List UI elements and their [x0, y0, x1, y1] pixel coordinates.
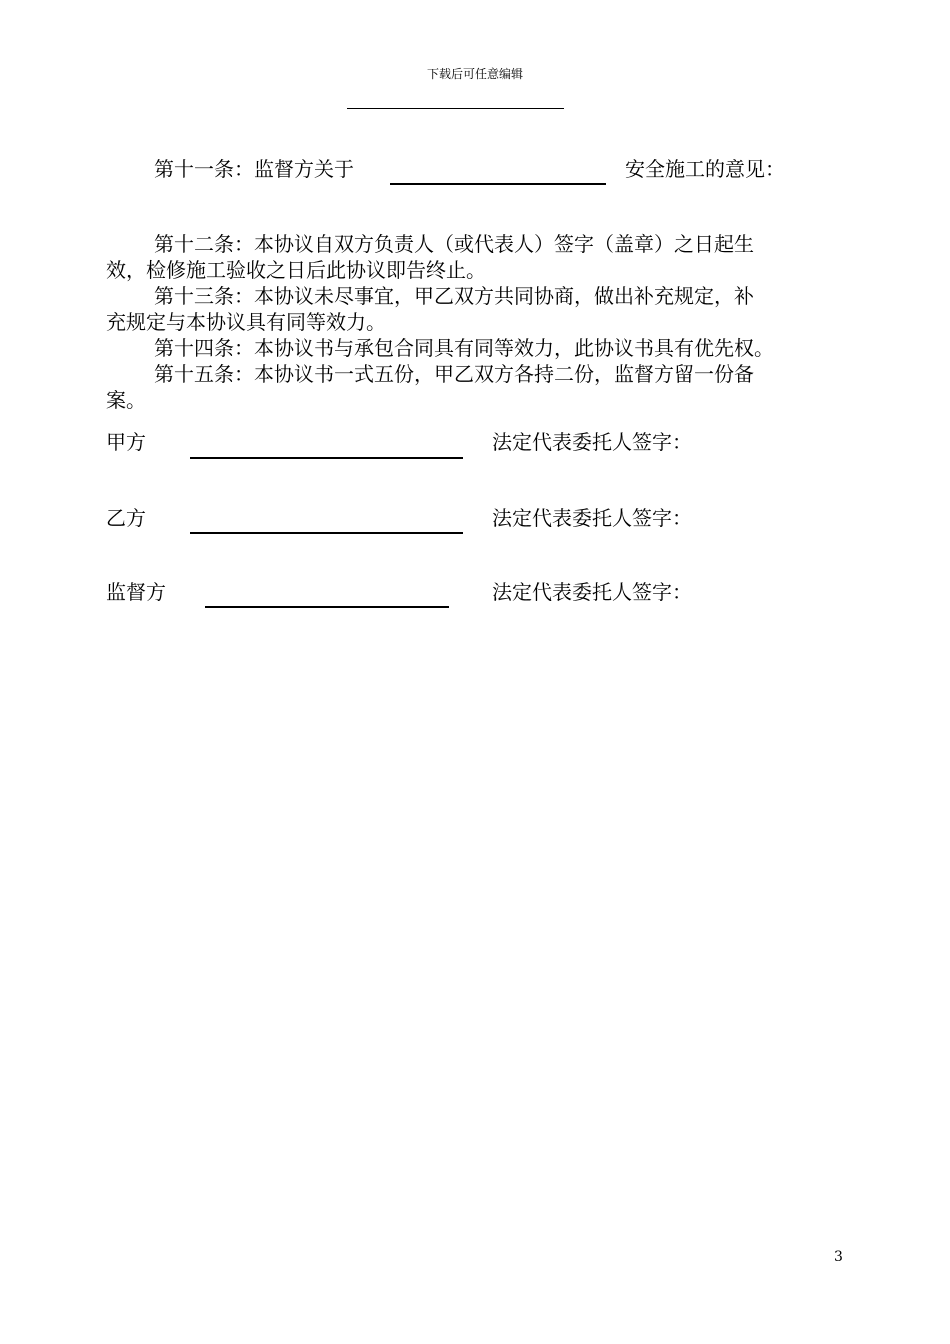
- clause-11-prefix: 第十一条：监督方关于: [154, 157, 354, 181]
- party-b-blank: [190, 532, 463, 534]
- party-a-label: 甲方: [106, 430, 146, 454]
- clause-15-line-2: 案。: [106, 388, 146, 412]
- party-a-sign-label: 法定代表委托人签字：: [492, 430, 692, 454]
- supervisor-label: 监督方: [106, 580, 166, 604]
- party-b-label: 乙方: [106, 506, 146, 530]
- clause-14-line-1: 第十四条：本协议书与承包合同具有同等效力，此协议书具有优先权。: [154, 336, 774, 360]
- header-note: 下载后可任意编辑: [426, 67, 523, 81]
- clause-13-line-1: 第十三条：本协议未尽事宜，甲乙双方共同协商，做出补充规定，补: [154, 284, 754, 308]
- party-a-blank: [190, 457, 463, 459]
- supervisor-sign-label: 法定代表委托人签字：: [492, 580, 692, 604]
- header-rule: [347, 108, 564, 109]
- page-number: 3: [834, 1249, 843, 1265]
- clause-11-suffix: 安全施工的意见：: [625, 157, 785, 181]
- supervisor-blank: [205, 606, 449, 608]
- clause-12-line-2: 效，检修施工验收之日后此协议即告终止。: [106, 258, 486, 282]
- party-b-sign-label: 法定代表委托人签字：: [492, 506, 692, 530]
- clause-15-line-1: 第十五条：本协议书一式五份，甲乙双方各持二份，监督方留一份备: [154, 362, 754, 386]
- clause-11-blank: [390, 183, 606, 185]
- clause-12-line-1: [106, 231, 846, 257]
- clause-12-text-1: 第十二条：本协议自双方负责人（或代表人）签字（盖章）之日起生: [154, 232, 754, 256]
- clause-13-line-2: 充规定与本协议具有同等效力。: [106, 310, 386, 334]
- clause-body: [106, 231, 846, 413]
